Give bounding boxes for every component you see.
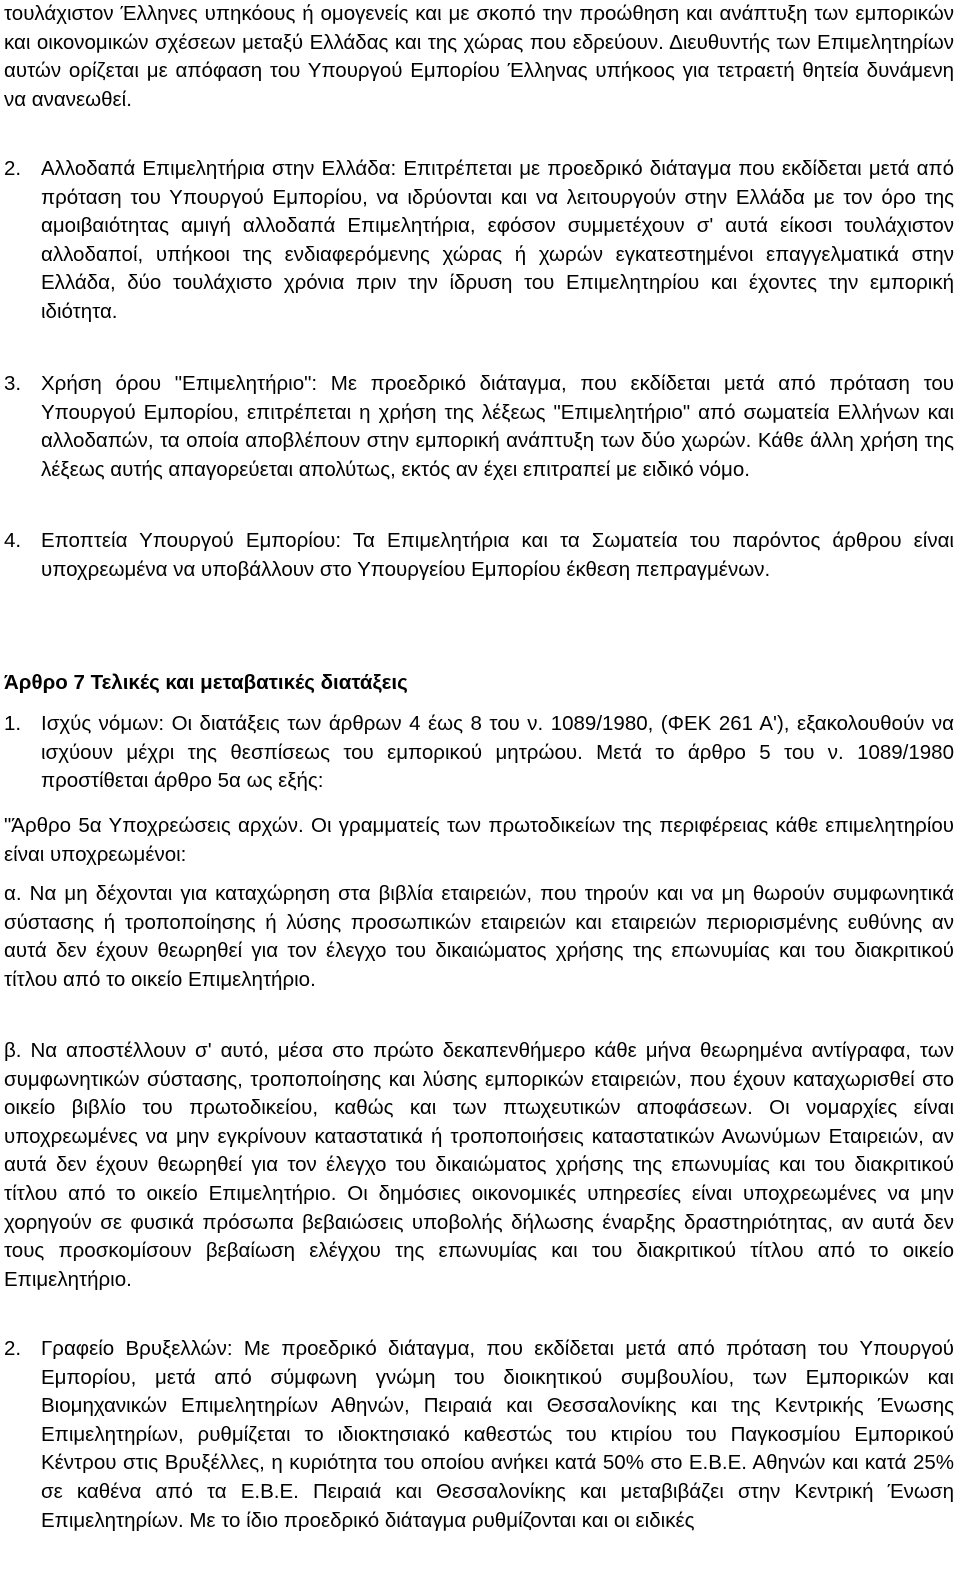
list-number: 1. <box>4 712 22 735</box>
list-item-text: Γραφείο Βρυξελλών: Με προεδρικό διάταγμα, που εκδίδεται μετά από πρόταση του Υπουργού Εμπορίου, μετά από σύμφωνη γνώμη του διοικητικού συμβουλίου, των Εμπορικών και Βιομηχανικών Επιμελητηρίων Αθηνών, Πειραιά και Θεσσαλονίκης και της Κεντρικής Ένωσης Επιμελητηρίων, ρυθμίζεται το ιδιοκτησιακό καθεστώς του κτιρίου του Παγκοσμίου Εμπορικού Κέντρου στις Βρυξέλλες, η κυριότητα του οποίου ανήκει κατά 50% στο Ε.Β.Ε. Αθηνών και κατά 25% σε καθένα από τα Ε.Β.Ε. Πειραιά και Θεσσαλονίκης και μεταβιβάζει στην Κεντρική Ένωση Επιμελητηρίων. Με το ίδιο προεδρικό διάταγμα ρυθμίζονται και οι ειδικές <box>41 1337 954 1532</box>
list-number: 4. <box>4 529 22 552</box>
list-number: 2. <box>4 1337 22 1360</box>
list-item-text: Χρήση όρου "Επιμελητήριο": Με προεδρικό διάταγμα, που εκδίδεται μετά από πρόταση του Υπουργού Εμπορίου, επιτρέπεται η χρήση της λέξεως "Επιμελητήριο" από σωματεία Ελλήνων και αλλοδαπών, τα οποία αποβλέπουν στην εμπορική ανάπτυξη των δύο χωρών. Κάθε άλλη χρήση της λέξεως αυτής απαγορεύεται απολύτως, εκτός αν έχει επιτραπεί με ειδικό νόμο. <box>41 372 954 481</box>
list-item-brussels-office <box>4 1335 954 1535</box>
list-item-laws-validity <box>4 710 954 796</box>
paragraph-alpha: α. Να μη δέχονται για καταχώρηση στα βιβλία εταιρειών, που τηρούν και να μη θωρούν συμφωνητικά σύστασης ή τροποποίησης ή λύσης προσωπικών εταιρειών και εταιρειών περιορισμένης ευθύνης αν αυτά δεν έχουν θεωρηθεί για τον έλεγχο του δικαιώματος χρήσης της επωνυμίας και του διακριτικού τίτλου από το οικείο Επιμελητήριο. <box>4 882 954 991</box>
paragraph-beta: β. Να αποστέλλουν σ' αυτό, μέσα στο πρώτο δεκαπενθήμερο κάθε μήνα θεωρημένα αντίγραφα, των συμφωνητικών σύστασης, τροποποίησης και λύσης εμπορικών εταιρειών, που έχουν καταχωρισθεί στο οικείο βιβλίο του πρωτοδικείου, καθώς και των πτωχευτικών αποφάσεων. Οι νομαρχίες είναι υποχρεωμένες να μην εγκρίνουν καταστατικά ή τροποποιήσεις καταστατικών Ανωνύμων Εταιρειών, αν αυτά δεν έχουν θεωρηθεί για τον έλεγχο του δικαιώματος χρήσης της επωνυμίας και του διακριτικού τίτλου από το οικείο Επιμελητήριο. Οι δημόσιες οικονομικές υπηρεσίες είναι υποχρεωμένες να μην χορηγούν σε φυσικά πρόσωπα βεβαιώσεις υποβολής δήλωσης έναρξης δραστηριότητας, αν αυτά δεν τους προσκομίσουν βεβαίωση ελέγχου της επωνυμίας και του διακριτικού τίτλου από το οικείο Επιμελητήριο. <box>4 1039 954 1291</box>
list-item-text: Ισχύς νόμων: Οι διατάξεις των άρθρων 4 έως 8 του ν. 1089/1980, (ΦΕΚ 261 Α'), εξακολουθούν να ισχύουν μέχρι της θεσπίσεως του εμπορικού μητρώου. Μετά το άρθρο 5 του ν. 1089/1980 προστίθεται άρθρο 5α ως εξής: <box>41 712 954 793</box>
list-item-chamber-term-use <box>4 370 954 484</box>
list-item-ministry-supervision <box>4 527 954 584</box>
paragraph-continued: τουλάχιστον Έλληνες υπηκόους ή ομογενείς και με σκοπό την προώθηση και ανάπτυξη των εμπορικών και οικονομικών σχέσεων μεταξύ Ελλάδας και της χώρας που εδρεύουν. Διευθυντής των Επιμελητηρίων αυτών ορίζεται με απόφαση του Υπουργού Εμπορίου Έλληνας υπήκοος για τετραετή θητεία δυνάμενη να ανανεωθεί. <box>4 2 954 111</box>
list-item-text: Αλλοδαπά Επιμελητήρια στην Ελλάδα: Επιτρέπεται με προεδρικό διάταγμα που εκδίδεται μετά από πρόταση του Υπουργού Εμπορίου, να ιδρύονται και να λειτουργούν στην Ελλάδα με τον όρο της αμοιβαιότητας αμιγή αλλοδαπά Επιμελητήρια, εφόσον συμμετέχουν σ' αυτά είκοσι τουλάχιστον αλλοδαποί, υπήκοοι της ενδιαφερόμενης χώρας ή χωρών εγκατεστημένοι επαγγελματικά στην Ελλάδα, δύο τουλάχιστο χρόνια πριν την ίδρυση του Επιμελητηρίου και έχοντες την εμπορική ιδιότητα. <box>41 157 954 323</box>
paragraph-article-5a: "Άρθρο 5α Υποχρεώσεις αρχών. Οι γραμματείς των πρωτοδικείων της περιφέρειας κάθε επιμελητηρίου είναι υποχρεωμένοι: <box>4 814 954 866</box>
list-item-foreign-chambers <box>4 155 954 327</box>
article-heading: Άρθρο 7 Τελικές και μεταβατικές διατάξεις <box>4 671 408 694</box>
list-number: 3. <box>4 372 22 395</box>
list-item-text: Εποπτεία Υπουργού Εμπορίου: Τα Επιμελητήρια και τα Σωματεία του παρόντος άρθρου είναι υποχρεωμένα να υποβάλλουν στο Υπουργείου Εμπορίου έκθεση πεπραγμένων. <box>41 529 954 581</box>
list-number: 2. <box>4 157 22 180</box>
